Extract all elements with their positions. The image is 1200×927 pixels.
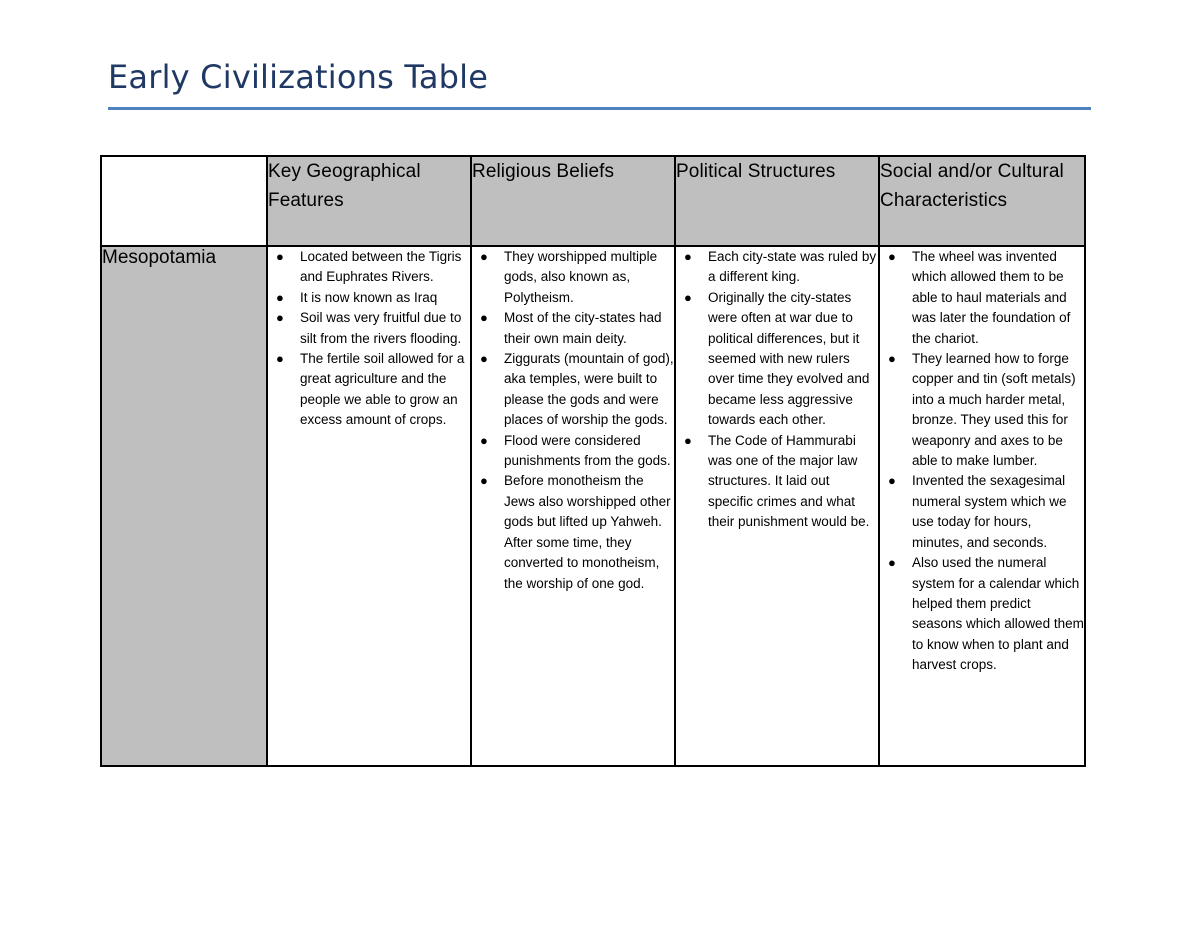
list-item [880, 471, 1084, 553]
list-item [268, 247, 470, 288]
table-header-row [101, 156, 1085, 246]
list-item [472, 247, 674, 308]
table-cell [267, 246, 471, 766]
table-cell [879, 246, 1085, 766]
list-item [880, 247, 1084, 349]
title-underline [108, 107, 1091, 110]
list-item-text: The Code of Hammurabi was one of the major law structures. It laid out specific crimes and what their punishment would be. [708, 432, 870, 530]
list-item-text: The wheel was invented which allowed them to be able to haul materials and was later the foundation of the chariot. [912, 249, 1071, 346]
list-item-text: Each city-state was ruled by a different king. [708, 249, 877, 285]
list-item-text: Flood were considered punishments from the gods. [504, 432, 671, 469]
bullet-icon: ● [684, 432, 692, 448]
bullet-icon: ● [480, 473, 488, 489]
list-item [676, 431, 878, 533]
list-item [880, 553, 1084, 675]
bullet-icon: ● [888, 351, 896, 367]
list-item-text: Ziggurats (mountain of god), aka temples, were built to please the gods and were places of worship the gods. [504, 351, 674, 428]
list-item [268, 308, 470, 349]
list-item-text: It is now known as Iraq [300, 289, 438, 305]
list-item [472, 471, 674, 593]
list-item [472, 349, 674, 431]
table-cell [675, 246, 879, 766]
page-title: Early Civilizations Table [108, 58, 489, 96]
bullet-icon: ● [480, 310, 488, 326]
bullet-icon: ● [888, 249, 896, 264]
row-header: Mesopotamia [101, 246, 267, 766]
bullet-list [472, 247, 674, 594]
bullet-icon: ● [684, 249, 692, 264]
column-header: Key Geographical Features [267, 156, 471, 246]
civilizations-table [100, 155, 1086, 767]
list-item-text: Also used the numeral system for a calendar which helped them predict seasons which allowed them to know when to plant and harvest crops. [912, 555, 1084, 673]
bullet-icon: ● [480, 432, 488, 448]
bullet-list [676, 247, 878, 533]
list-item-text: Most of the city-states had their own main deity. [504, 310, 662, 346]
list-item [268, 288, 470, 308]
table-cell [471, 246, 675, 766]
bullet-icon: ● [276, 310, 284, 326]
list-item-text: Soil was very fruitful due to silt from the rivers flooding. [300, 310, 462, 346]
bullet-icon: ● [276, 289, 284, 305]
bullet-icon: ● [276, 249, 284, 264]
bullet-icon: ● [888, 555, 896, 571]
list-item [268, 349, 470, 431]
bullet-icon: ● [684, 289, 692, 305]
table-corner-cell [101, 156, 267, 246]
list-item [472, 431, 674, 472]
column-header: Social and/or Cultural Characteristics [879, 156, 1085, 246]
bullet-icon: ● [276, 351, 284, 367]
list-item-text: The fertile soil allowed for a great agriculture and the people we able to grow an excess amount of crops. [300, 351, 465, 428]
bullet-list [268, 247, 470, 431]
list-item-text: Invented the sexagesimal numeral system which we use today for hours, minutes, and seconds. [912, 473, 1067, 550]
list-item-text: Originally the city-states were often at war due to political differences, but it seemed with new rulers over time they evolved and became less aggressive towards each other. [708, 289, 870, 428]
list-item [880, 349, 1084, 471]
list-item-text: Located between the Tigris and Euphrates Rivers. [300, 249, 462, 285]
list-item-text: They worshipped multiple gods, also known as, Polytheism. [504, 249, 658, 305]
table-row [101, 246, 1085, 766]
list-item [676, 288, 878, 431]
list-item-text: They learned how to forge copper and tin (soft metals) into a much harder metal, bronze. They used this for weaponry and axes to be able to make lumber. [912, 351, 1076, 469]
bullet-icon: ● [888, 473, 896, 489]
list-item [472, 308, 674, 349]
list-item [676, 247, 878, 288]
bullet-icon: ● [480, 351, 488, 367]
bullet-list [880, 247, 1084, 676]
bullet-icon: ● [480, 249, 488, 264]
column-header: Religious Beliefs [471, 156, 675, 246]
list-item-text: Before monotheism the Jews also worshipped other gods but lifted up Yahweh. After some time, they converted to monotheism, the worship of one god. [504, 473, 671, 591]
column-header: Political Structures [675, 156, 879, 246]
